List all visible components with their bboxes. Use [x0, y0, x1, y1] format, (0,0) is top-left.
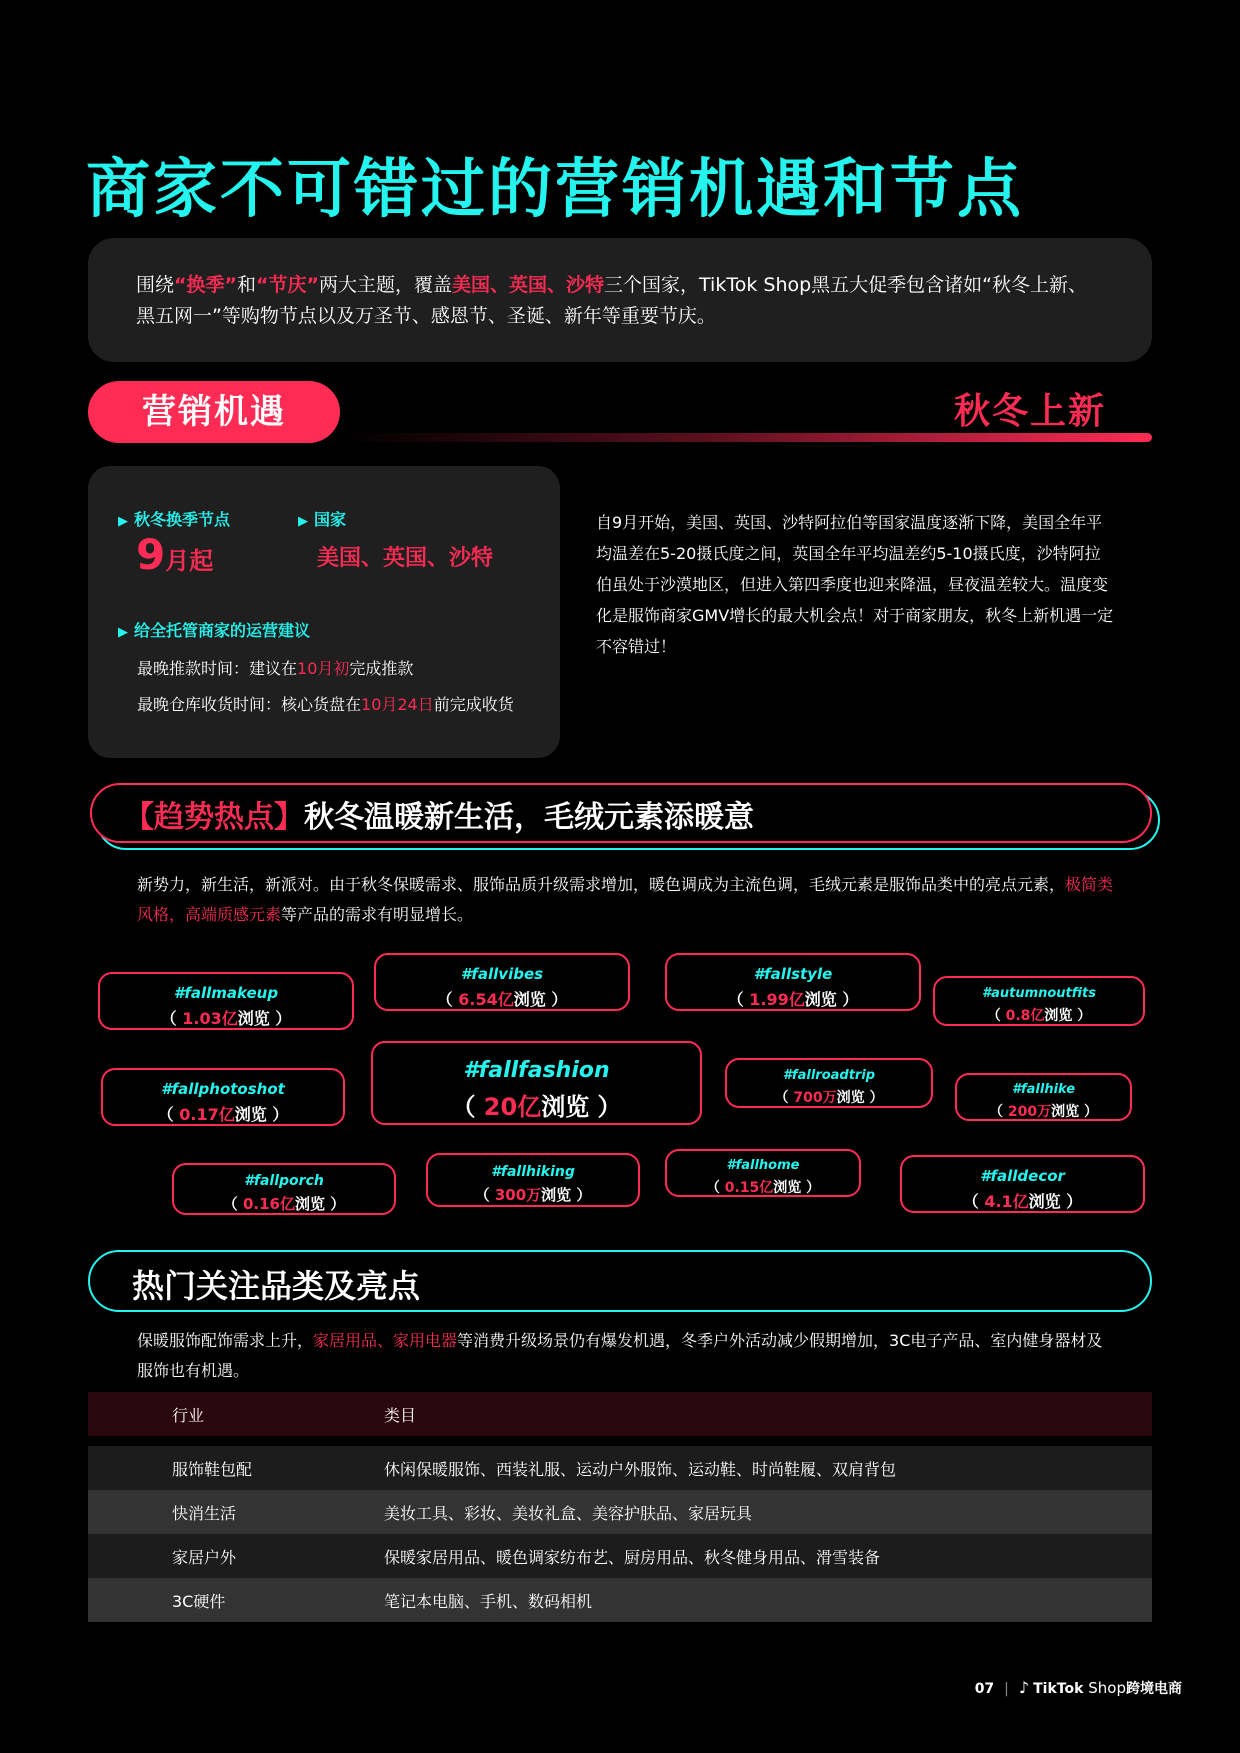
country-label: [298, 507, 346, 530]
hashtag-name: #fallhike: [1011, 1082, 1076, 1097]
season-description: 自9月开始，美国、英国、沙特阿拉伯等国家温度逐渐下降，美国全年平均温差在5-20摄氏度之间，英国全年平均温差约5-10摄氏度，沙特阿拉伯虽处于沙漠地区，但进入第四季度也迎来降温，昼夜温差较大。温度变化是服饰商家GMV增长的最大机会点！对于商家朋友，秋冬上新机遇一定不容错过！: [596, 513, 1114, 656]
views-number: 1.03亿: [182, 1009, 238, 1028]
triangle-right-icon: ▶: [118, 625, 128, 640]
hashtag-views: [667, 1177, 859, 1197]
views-close: ）: [266, 1105, 289, 1124]
views-unit: 浏览: [1051, 1104, 1080, 1120]
trend-title: [124, 792, 754, 836]
table-header-category: 类目: [384, 1392, 1152, 1436]
table-cell-industry: 3C硬件: [88, 1578, 384, 1622]
views-close: ）: [1072, 1008, 1092, 1024]
views-open: （: [989, 1104, 1008, 1120]
table-cell-category: 笔记本电脑、手机、数码相机: [384, 1578, 1152, 1622]
views-close: ）: [1079, 1104, 1098, 1120]
views-open: （: [727, 990, 750, 1009]
views-number: 1.99亿: [749, 990, 805, 1009]
hashtag-tag: [426, 1153, 640, 1207]
views-open: （: [962, 1192, 985, 1211]
intro-highlight-season: “换季”: [174, 274, 237, 296]
tiktok-note-icon: ♪: [1018, 1678, 1030, 1697]
brand-name: TikTok: [1033, 1681, 1084, 1697]
hashtag-views: [957, 1101, 1130, 1121]
node-suffix: 月起: [165, 547, 214, 575]
advice-text: 最晚仓库收货时间：核心货盘在: [137, 695, 362, 714]
intro-highlight-festival: “节庆”: [256, 274, 319, 296]
hashtag-views: [373, 1087, 700, 1122]
advice-highlight: 10月初: [297, 659, 350, 678]
hashtag-tag: [101, 1068, 345, 1126]
hashtag-views: [935, 1005, 1143, 1025]
hashtag-views: [376, 987, 628, 1010]
views-unit: 浏览: [234, 1105, 267, 1124]
views-open: （: [705, 1180, 725, 1196]
views-close: ）: [836, 990, 859, 1009]
views-unit: 浏览: [1028, 1192, 1061, 1211]
page-number: 07: [974, 1681, 995, 1697]
table-cell-industry: 快消生活: [88, 1490, 384, 1534]
views-unit: 浏览: [773, 1180, 802, 1196]
trend-paragraph: [137, 870, 1117, 930]
node-month: 9: [136, 530, 166, 579]
table-row: [88, 1446, 1152, 1490]
hot-paragraph: [137, 1326, 1117, 1386]
views-number: 0.16亿: [242, 1195, 295, 1213]
views-open: （: [157, 1105, 180, 1124]
trend-text: 新势力，新生活，新派对。由于秋冬保暖需求、服饰品质升级需求增加，暖色调成为主流色调，毛绒元素是服饰品类中的亮点元素，: [137, 875, 1066, 894]
hashtag-name: #fallporch: [244, 1173, 324, 1189]
hashtag-name: #fallstyle: [753, 965, 833, 983]
views-close: ）: [545, 990, 568, 1009]
page-title: 商家不可错过的营销机遇和节点: [86, 153, 1024, 227]
trend-highlight: 极简类风格，高端质感元素: [137, 875, 1114, 924]
brand-suffix: 跨境电商: [1126, 1681, 1182, 1697]
intro-box: [88, 238, 1152, 362]
views-number: 200万: [1007, 1104, 1052, 1120]
views-number: 0.8亿: [1005, 1008, 1045, 1024]
section-divider-line: [340, 433, 1152, 442]
views-close: ）: [864, 1090, 884, 1106]
intro-text: 和: [237, 274, 257, 296]
table-cell-category: 美妆工具、彩妆、美妆礼盒、美容护肤品、家居玩具: [384, 1490, 1152, 1534]
hashtag-views: [902, 1189, 1143, 1212]
hashtag-tag: [371, 1041, 702, 1125]
hashtag-name: #autumnoutfits: [982, 986, 1096, 1001]
table-cell-category: 保暖家居用品、暖色调家纺布艺、厨房用品、秋冬健身用品、滑雪装备: [384, 1534, 1152, 1578]
node-value: [136, 530, 213, 579]
category-table: [88, 1392, 1152, 1622]
hashtag-views: [727, 1087, 931, 1107]
views-number: 300万: [494, 1186, 542, 1204]
views-unit: 浏览: [237, 1009, 270, 1028]
table-gap: [88, 1436, 384, 1446]
triangle-right-icon: ▶: [118, 514, 128, 529]
trend-text: 等产品的需求有明显增长。: [281, 905, 474, 924]
views-open: （: [160, 1009, 183, 1028]
hashtag-name: #fallfashion: [463, 1058, 610, 1083]
views-unit: 浏览: [541, 1186, 572, 1204]
hashtag-name: #fallroadtrip: [782, 1068, 876, 1083]
views-close: ）: [571, 1186, 592, 1204]
hashtag-views: [100, 1006, 352, 1029]
hashtag-name: #fallmakeup: [173, 984, 279, 1002]
views-unit: 浏览: [541, 1093, 590, 1121]
page-footer: [975, 1678, 1182, 1698]
node-label-text: 秋冬换季节点: [134, 510, 231, 529]
table-row: [88, 1578, 1152, 1622]
views-number: 4.1亿: [984, 1192, 1029, 1211]
hashtag-tag: [374, 953, 630, 1011]
hot-text: 保暖服饰配饰需求上升，: [137, 1331, 314, 1350]
hashtag-name: #fallphotoshot: [161, 1080, 285, 1098]
views-unit: 浏览: [295, 1195, 326, 1213]
section-subtitle: 秋冬上新: [953, 391, 1106, 432]
views-unit: 浏览: [804, 990, 837, 1009]
views-unit: 浏览: [836, 1090, 865, 1106]
hashtag-views: [428, 1184, 638, 1205]
intro-text: 三个国家，TikTok Shop黑五大促季包含诸如“秋冬上新、黑五网一”等购物节点以及万圣节、感恩节、圣诞、新年等重要节庆。: [136, 274, 1088, 327]
hashtag-tag: [665, 1149, 861, 1197]
table-gap: [384, 1436, 1152, 1446]
views-open: （: [986, 1008, 1006, 1024]
views-unit: 浏览: [1044, 1008, 1073, 1024]
hashtag-name: #fallhiking: [491, 1164, 575, 1180]
table-header-row: [88, 1392, 1152, 1436]
views-close: ）: [269, 1009, 292, 1028]
country-label-text: 国家: [314, 510, 347, 529]
hashtag-tag: [725, 1058, 933, 1108]
advice-text: 最晚推款时间：建议在: [137, 659, 298, 678]
views-number: 700万: [793, 1090, 837, 1106]
brand-shop: Shop: [1088, 1679, 1126, 1697]
table-header-industry: 行业: [88, 1392, 384, 1436]
hashtag-views: [103, 1102, 343, 1125]
hashtag-tag: [665, 953, 921, 1011]
hashtag-tag: [955, 1073, 1132, 1121]
trend-bracket: 【趋势热点】: [124, 800, 304, 835]
views-open: （: [474, 1186, 495, 1204]
trend-title-text: 秋冬温暖新生活，毛绒元素添暖意: [304, 800, 754, 835]
views-number: 6.54亿: [458, 990, 514, 1009]
views-number: 20亿: [483, 1093, 542, 1121]
footer-separator: |: [1004, 1681, 1009, 1697]
hot-categories-title: 热门关注品类及亮点: [132, 1267, 421, 1305]
views-close: ）: [325, 1195, 346, 1213]
table-cell-industry: 家居户外: [88, 1534, 384, 1578]
views-number: 0.17亿: [179, 1105, 235, 1124]
views-open: （: [451, 1093, 484, 1121]
triangle-right-icon: ▶: [298, 514, 308, 529]
hot-highlight: 家居用品、家用电器: [313, 1331, 458, 1350]
section-pill: 营销机遇: [88, 381, 340, 443]
advice-label: [118, 618, 310, 641]
hashtag-name: #falldecor: [980, 1167, 1065, 1185]
advice-item-warehouse: [137, 692, 514, 715]
hashtag-tag: [172, 1163, 396, 1215]
views-close: ）: [801, 1180, 821, 1196]
views-open: （: [222, 1195, 243, 1213]
advice-text: 完成推款: [349, 659, 414, 678]
hot-text: 等消费升级场景仍有爆发机遇，冬季户外活动减少假期增加，3C电子产品、室内健身器材及服饰也有机遇。: [137, 1331, 1103, 1380]
hashtag-tag: [98, 972, 354, 1030]
advice-highlight: 10月24日: [361, 695, 434, 714]
views-close: ）: [589, 1093, 622, 1121]
hashtag-name: #fallvibes: [460, 965, 544, 983]
views-unit: 浏览: [513, 990, 546, 1009]
intro-highlight-countries: 美国、英国、沙特: [452, 274, 605, 296]
views-number: 0.15亿: [724, 1180, 774, 1196]
views-open: （: [774, 1090, 794, 1106]
node-label: [118, 507, 230, 530]
hashtag-tag: [900, 1155, 1145, 1213]
views-close: ）: [1060, 1192, 1083, 1211]
advice-label-text: 给全托管商家的运营建议: [134, 621, 311, 640]
advice-item-push: [137, 656, 413, 679]
hashtag-views: [174, 1193, 394, 1214]
table-cell-industry: 服饰鞋包配: [88, 1446, 384, 1490]
hashtag-views: [667, 987, 919, 1010]
table-row: [88, 1534, 1152, 1578]
intro-text: 围绕: [136, 274, 175, 296]
table-row: [88, 1490, 1152, 1534]
country-value: 美国、英国、沙特: [317, 546, 494, 571]
intro-text: 两大主题，覆盖: [319, 274, 453, 296]
hashtag-tag: [933, 976, 1145, 1026]
advice-text: 前完成收货: [433, 695, 514, 714]
hashtag-name: #fallhome: [726, 1158, 800, 1173]
table-cell-category: 休闲保暖服饰、西装礼服、运动户外服饰、运动鞋、时尚鞋履、双肩背包: [384, 1446, 1152, 1490]
views-open: （: [436, 990, 459, 1009]
